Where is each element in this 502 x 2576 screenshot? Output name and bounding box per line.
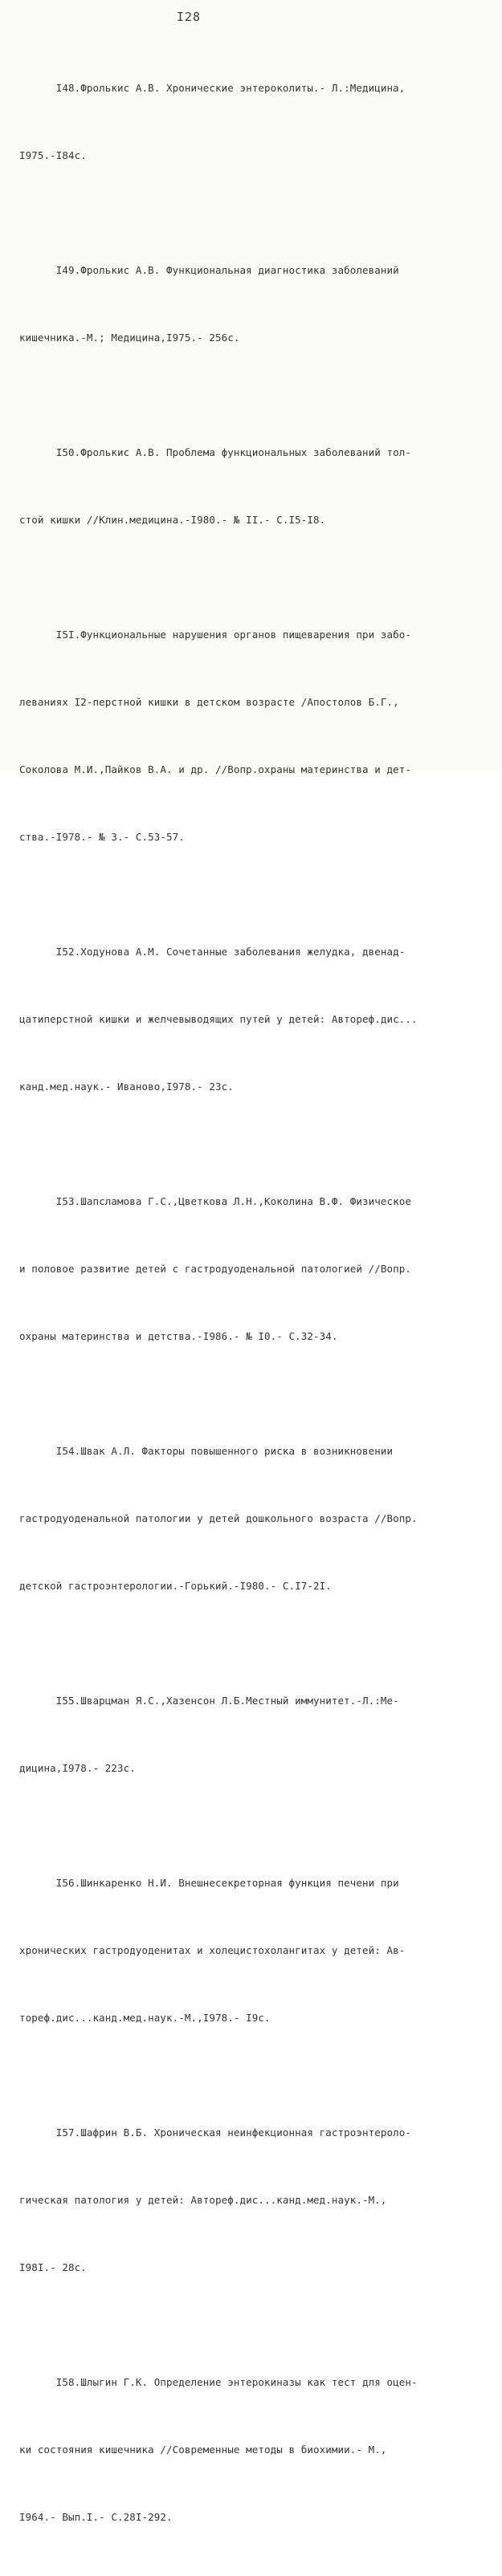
entry-line: цатиперстной кишки и желчевыводящих путей у детей: Автореф.дис... [19, 1013, 418, 1025]
entry-line: Соколова М.И.,Пайков В.А. и др. //Вопр.охраны материнства и дет- [19, 763, 412, 775]
reference-entry-148 [19, 32, 485, 212]
reference-entry-155 [19, 1645, 485, 1825]
reference-entry-149 [19, 214, 485, 394]
reference-entry-153 [19, 1146, 485, 1393]
entry-line: канд.мед.наук.- Иваново,I978.- 23с. [19, 1080, 234, 1093]
entry-line: I56.Шинкаренко Н.И. Внешнесекреторная функция печени при [19, 1877, 399, 1889]
entry-line: стой кишки //Клин.медицина.-I980.- № II.- С.I5-I8. [19, 514, 326, 526]
entry-line: I964.- Вып.I.- С.28I-292. [19, 2511, 173, 2523]
reference-entry-157 [19, 2077, 485, 2324]
reference-entry-150 [19, 397, 485, 576]
entry-line: I57.Шафрин В.Б. Хроническая неинфекционная гастроэнтероло- [19, 2126, 412, 2139]
reference-entry-151 [19, 579, 485, 893]
entry-line: I49.Фролькис А.В. Функциональная диагностика заболеваний [19, 264, 399, 276]
reference-entry-154 [19, 1395, 485, 1642]
entry-line: I50.Фролькис А.В. Проблема функциональных заболеваний тол- [19, 446, 412, 458]
entry-line: кишечника.-М.; Медицина,I975.- 256с. [19, 332, 240, 344]
entry-line: и половое развитие детей с гастродуоденальной патологией //Вопр. [19, 1263, 412, 1275]
entry-line: I975.-I84с. [19, 149, 87, 161]
entry-line: тореф.дис...канд.мед.наук.-М.,I978.- I9с. [19, 2012, 271, 2024]
entry-line: дицина,I978.- 223с. [19, 1762, 136, 1774]
entry-line: I53.Шапсламова Г.С.,Цветкова Л.Н.,Коколина В.Ф. Физическое [19, 1195, 412, 1207]
entry-line: I98I.- 28с. [19, 2261, 87, 2273]
entry-line: хронических гастродуоденитах и холецистохолангитах у детей: Ав- [19, 1944, 406, 1956]
reference-list [19, 32, 485, 2576]
page-number: I28 [177, 10, 202, 24]
entry-line: I58.Шлыгин Г.К. Определение энтерокиназы как тест для оцен- [19, 2376, 418, 2388]
entry-line: гастродуоденальной патологии у детей дошкольного возраста //Вопр. [19, 1512, 418, 1524]
reference-entry-158 [19, 2326, 485, 2574]
entry-line: ства.-I978.- № 3.- С.53-57. [19, 831, 185, 843]
entry-line: I5I.Функциональные нарушения органов пищеварения при забо- [19, 629, 412, 641]
entry-line: леваниях I2-перстной кишки в детском возрасте /Апостолов Б.Г., [19, 696, 399, 708]
entry-line: гическая патология у детей: Автореф.дис...канд.мед.наук.-М., [19, 2194, 387, 2206]
entry-line: I48.Фролькис А.В. Хронические энтероколиты.- Л.:Медицина, [19, 82, 406, 94]
reference-entry-156 [19, 1827, 485, 2074]
entry-line: охраны материнства и детства.-I986.- № I0.- С.32-34. [19, 1330, 338, 1342]
reference-entry-152 [19, 896, 485, 1143]
entry-line: детской гастроэнтерологии.-Горький.-I980.- С.I7-2I. [19, 1580, 332, 1592]
entry-line: I52.Ходунова А.М. Сочетанные заболевания желудка, двенад- [19, 946, 406, 958]
entry-line: I54.Швак А.Л. Факторы повышенного риска в возникновении [19, 1445, 394, 1457]
entry-line: I55.Шварцман Я.С.,Хазенсон Л.Б.Местный иммунитет.-Л.:Ме- [19, 1695, 399, 1707]
entry-line: ки состояния кишечника //Современные методы в биохимии.- М., [19, 2444, 387, 2456]
